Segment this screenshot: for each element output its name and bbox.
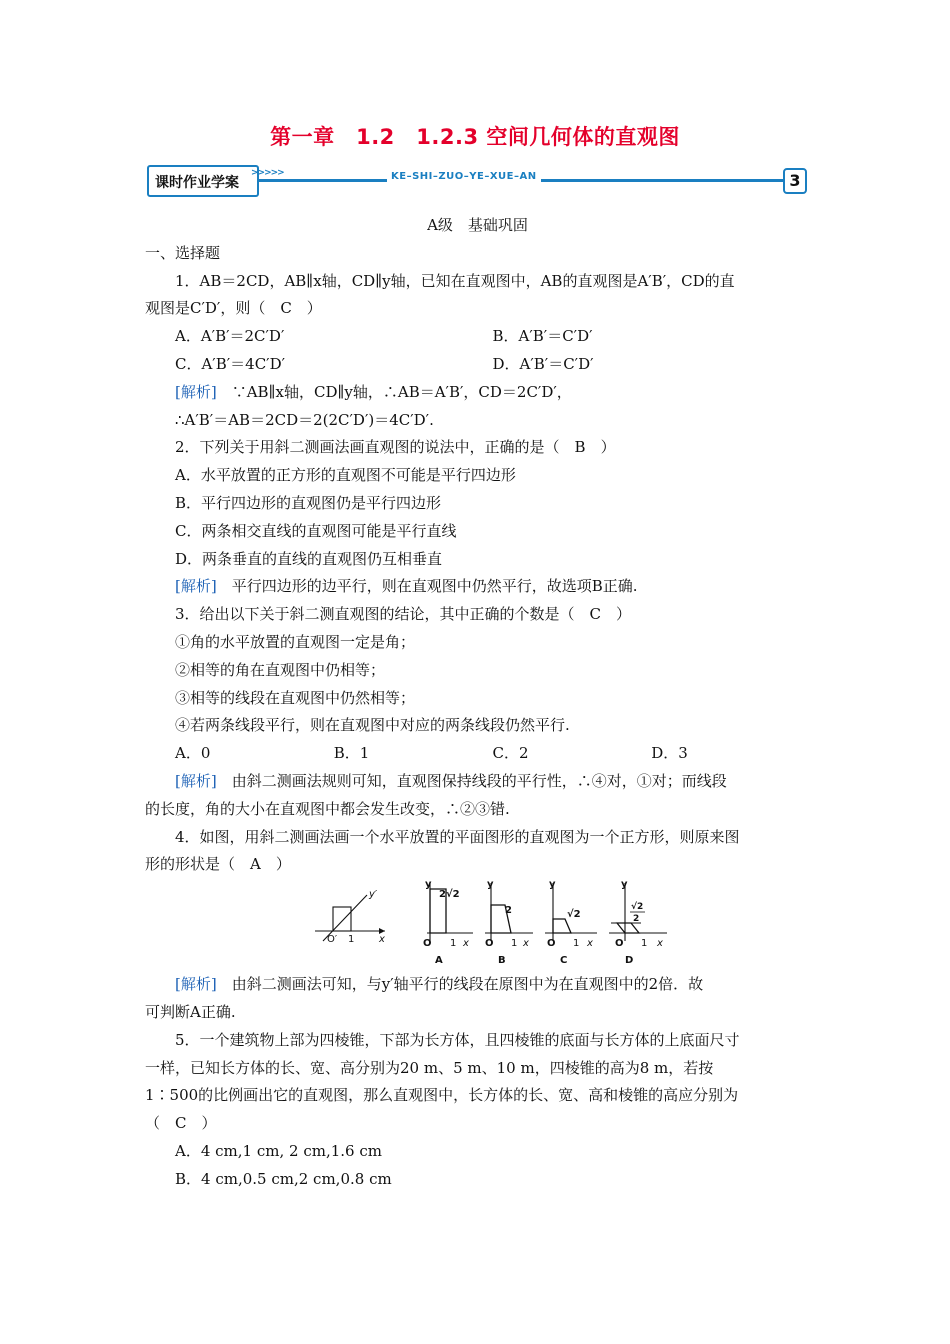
q4-analysis-text1: 由斜二测画法可知，与y′轴平行的线段在原图中为在直观图中的2倍．故 — [216, 975, 704, 994]
label-one: 1 — [573, 938, 580, 950]
label-y: y — [621, 879, 628, 891]
q4-stem-line1: 4．如图，用斜二测画法画一个水平放置的平面图形的直观图为一个正方形，则原来图 — [175, 827, 740, 846]
option-a-figure — [423, 879, 473, 966]
label-y-prime: y′ — [369, 889, 378, 901]
label-one: 1 — [511, 938, 518, 950]
option-c-shape — [553, 919, 571, 933]
q2-stem: 2．下列关于用斜二测画法画直观图的说法中，正确的是（ B ） — [175, 438, 616, 457]
q5-option-a: A．4 cm,1 cm, 2 cm,1.6 cm — [175, 1141, 382, 1160]
q1-stem-line2: 观图是C′D′，则（ C ） — [145, 299, 322, 318]
analysis-tag: [解析] — [175, 577, 217, 596]
document-body — [145, 212, 810, 1194]
label-one: 1 — [450, 938, 457, 950]
analysis-tag: [解析] — [175, 975, 217, 994]
q2-option-c: C．两条相交直线的直观图可能是平行直线 — [175, 521, 457, 540]
banner-label-box — [147, 165, 259, 197]
q2-option-d: D．两条垂直的直线的直观图仍互相垂直 — [175, 549, 443, 568]
q5-stem-line2: 一样，已知长方体的长、宽、高分别为20 m、5 m、10 m，四棱锥的高为8 m，若按 — [145, 1058, 714, 1077]
option-c-figure — [545, 879, 597, 966]
q3-analysis-line2: 的长度，角的大小在直观图中都会发生改变，∴②③错. — [145, 799, 510, 818]
q3-analysis-line1 — [145, 768, 810, 796]
analysis-tag: [解析] — [175, 771, 217, 790]
caption-c: C — [560, 955, 568, 967]
caption-b: B — [498, 955, 506, 967]
banner-pinyin: KE–SHI–ZUO–YE–XUE–AN — [387, 171, 541, 182]
q4-stem-line2: 形的形状是（ A ） — [145, 855, 291, 874]
option-d-shape — [617, 923, 639, 933]
label-o: O — [615, 938, 624, 950]
q5-stem-line3: 1∶500的比例画出它的直观图，那么直观图中，长方体的长、宽、高和棱锥的高应分别为 — [145, 1086, 739, 1105]
q5-stem-line1: 5．一个建筑物上部为四棱锥，下部为长方体，且四棱锥的底面与长方体的上底面尺寸 — [175, 1030, 740, 1049]
q3-stem: 3．给出以下关于斜二测直观图的结论，其中正确的个数是（ C ） — [175, 605, 632, 624]
label-one: 1 — [348, 934, 355, 946]
q1-analysis-text1: ∵AB∥x轴，CD∥y轴，∴AB＝A′B′，CD＝2C′D′， — [216, 382, 572, 401]
label-x: x — [587, 938, 593, 950]
label-two: 2 — [505, 905, 512, 917]
page-title: 第一章 1.2 1.2.3 空间几何体的直观图 — [270, 125, 680, 149]
label-x: x — [657, 938, 663, 950]
label-o-prime: O′ — [327, 934, 338, 946]
label-root2-den: 2 — [633, 914, 640, 925]
given-intuitive-figure — [315, 889, 385, 945]
q3-option-a: A．0 — [175, 744, 211, 763]
banner-number: 3 — [783, 168, 807, 194]
label-root2: √2 — [567, 909, 581, 921]
q1-options-row2 — [145, 351, 810, 379]
label-x: x — [463, 938, 469, 950]
label-o: O — [423, 938, 432, 950]
q3-item-2: ②相等的角在直观图中仍相等； — [175, 660, 386, 679]
label-o: O — [485, 938, 494, 950]
q2-analysis-text: 平行四边形的边平行，则在直观图中仍然平行，故选项B正确. — [216, 577, 638, 596]
analysis-tag: [解析] — [175, 382, 217, 401]
q3-analysis-text1: 由斜二测画法规则可知，直观图保持线段的平行性，∴④对，①对；而线段 — [216, 771, 727, 790]
label-y: y — [487, 879, 494, 891]
q2-option-a: A．水平放置的正方形的直观图不可能是平行四边形 — [175, 466, 516, 485]
caption-a: A — [435, 955, 443, 967]
q3-item-3: ③相等的线段在直观图中仍然相等； — [175, 688, 416, 707]
q3-options-row — [145, 740, 810, 768]
label-y: y — [425, 879, 432, 891]
option-b-figure — [485, 879, 533, 966]
q1-option-c: C．A′B′＝4C′D′ — [175, 354, 286, 373]
label-o: O — [547, 938, 556, 950]
q1-options-row1 — [145, 323, 810, 351]
q4-analysis-line2: 可判断A正确. — [145, 1002, 236, 1021]
level-heading: A级 基础巩固 — [427, 216, 528, 234]
q2-analysis — [145, 573, 810, 601]
q3-item-4: ④若两条线段平行，则在直观图中对应的两条线段仍然平行. — [175, 716, 570, 735]
q5-stem-line4: （ C ） — [145, 1114, 217, 1133]
section-banner — [147, 162, 807, 198]
label-y: y — [549, 879, 556, 891]
q1-stem-line1: 1．AB＝2CD，AB∥x轴，CD∥y轴，已知在直观图中，AB的直观图是A′B′，CD的直 — [175, 271, 735, 290]
label-x: x — [523, 938, 529, 950]
q4-figure — [145, 879, 810, 971]
q3-option-c: C．2 — [492, 744, 529, 763]
q1-analysis-line2: ∴A′B′＝AB＝2CD＝2(2C′D′)＝4C′D′. — [175, 410, 434, 429]
section-heading: 一、选择题 — [145, 243, 221, 262]
q4-figure-svg — [315, 879, 675, 967]
label-x: x — [379, 934, 385, 946]
q3-item-1: ①角的水平放置的直观图一定是角； — [175, 632, 416, 651]
q1-analysis-line1 — [145, 379, 810, 407]
option-d-figure — [609, 879, 667, 966]
q1-option-a: A．A′B′＝2C′D′ — [175, 327, 285, 346]
q4-analysis-line1 — [145, 971, 810, 999]
q3-option-d: D．3 — [651, 744, 688, 763]
label-2root2: 2√2 — [439, 889, 460, 901]
q1-option-b: B．A′B′＝C′D′ — [492, 327, 593, 346]
q3-option-b: B．1 — [333, 744, 370, 763]
q5-option-b: B．4 cm,0.5 cm,2 cm,0.8 cm — [175, 1169, 392, 1188]
label-one: 1 — [641, 938, 648, 950]
banner-arrows: >>>>> — [251, 168, 284, 178]
q2-option-b: B．平行四边形的直观图仍是平行四边形 — [175, 493, 442, 512]
q1-option-d: D．A′B′＝C′D′ — [492, 354, 594, 373]
banner-label: 课时作业学案 — [155, 175, 239, 191]
caption-d: D — [625, 955, 634, 967]
label-root2-num: √2 — [631, 902, 644, 913]
